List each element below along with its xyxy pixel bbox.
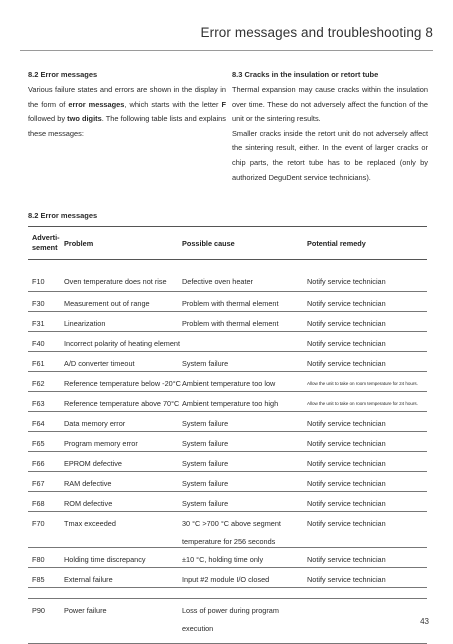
problem-cell: Reference temperature above 70°C (64, 399, 180, 408)
header-cause: Possible cause (182, 238, 235, 248)
remedy-cell: Allow the unit to take on room temperature for 24 hours. (307, 401, 418, 406)
error-table (28, 226, 427, 644)
remedy-cell: Notify service technician (307, 459, 386, 468)
problem-cell: RAM defective (64, 479, 112, 488)
cause-cell (182, 512, 307, 549)
error-code: F66 (32, 459, 45, 468)
remedy-cell: Notify service technician (307, 439, 386, 448)
table-row (28, 548, 427, 568)
problem-cell: Holding time discrepancy (64, 555, 146, 564)
table-header-row (28, 226, 427, 260)
error-code: F80 (32, 555, 45, 564)
cause-cell (182, 452, 307, 471)
table-row (28, 568, 427, 588)
cause-cell (182, 432, 307, 451)
remedy-cell: Notify service technician (307, 499, 386, 508)
table-row (28, 452, 427, 472)
problem-cell: A/D converter timeout (64, 359, 135, 368)
table-row (28, 312, 427, 332)
table-row (28, 260, 427, 292)
table-row (28, 332, 427, 352)
problem-cell: EPROM defective (64, 459, 122, 468)
remedy-cell: Notify service technician (307, 419, 386, 428)
header-remedy: Potential remedy (307, 238, 366, 248)
cause-line: System failure (182, 359, 229, 368)
remedy-cell: Notify service technician (307, 299, 386, 308)
page-number: 43 (420, 617, 429, 626)
section-heading-error-messages: 8.2 Error messages (28, 70, 98, 79)
remedy-cell: Notify service technician (307, 479, 386, 488)
intro-text-part: , which starts with the letter (124, 99, 222, 109)
cause-line: System failure (182, 479, 229, 488)
remedy-cell: Notify service technician (307, 575, 386, 584)
cause-line: Loss of power during program (182, 606, 279, 615)
table-heading: 8.2 Error messages (28, 211, 98, 220)
problem-cell: Linearization (64, 319, 106, 328)
cause-line: System failure (182, 459, 229, 468)
cause-line: System failure (182, 499, 229, 508)
header-problem: Problem (64, 238, 94, 248)
error-code: F68 (32, 499, 45, 508)
cause-line: Ambient temperature too high (182, 399, 279, 408)
intro-emphasis-letter: F (221, 99, 226, 109)
section-heading-cracks: 8.3 Cracks in the insulation or retort tube (232, 70, 379, 79)
error-code: F61 (32, 359, 45, 368)
table-row (28, 472, 427, 492)
problem-cell: Reference temperature below -20°C (64, 379, 181, 388)
problem-cell: External failure (64, 575, 113, 584)
error-code: F30 (32, 299, 45, 308)
remedy-cell: Allow the unit to take on room temperature for 24 hours. (307, 381, 418, 386)
intro-text-part: . The following table lists and explains these messages: (28, 114, 226, 138)
cause-line: temperature for 256 seconds (182, 537, 276, 546)
problem-cell: Power failure (64, 606, 107, 615)
section-intro-text (28, 83, 226, 141)
cause-line: System failure (182, 439, 229, 448)
problem-cell: Program memory error (64, 439, 138, 448)
table-row (28, 352, 427, 372)
cause-line: Input #2 module I/O closed (182, 575, 270, 584)
intro-text-part: followed by (28, 114, 68, 124)
problem-cell: ROM defective (64, 499, 113, 508)
cause-line: Ambient temperature too low (182, 379, 276, 388)
error-code: F65 (32, 439, 45, 448)
cause-cell (182, 372, 307, 391)
cause-cell (182, 492, 307, 511)
section-error-messages (28, 69, 226, 141)
intro-emphasis-error-messages: error messages (68, 99, 125, 109)
table-row (28, 412, 427, 432)
remedy-cell: Notify service technician (307, 339, 386, 348)
table-row (28, 598, 427, 644)
cause-cell (182, 352, 307, 371)
error-code: F31 (32, 319, 45, 328)
error-code: F62 (32, 379, 45, 388)
cause-cell (182, 568, 307, 587)
cause-line: System failure (182, 419, 229, 428)
header-advertisement-line: sement (32, 243, 58, 252)
table-row (28, 512, 427, 548)
error-code: P90 (32, 606, 45, 615)
error-code: F70 (32, 519, 45, 528)
table-row (28, 392, 427, 412)
cause-cell (182, 392, 307, 411)
header-divider (20, 50, 433, 51)
table-body (28, 260, 427, 644)
cause-cell (182, 472, 307, 491)
remedy-cell: Notify service technician (307, 555, 386, 564)
error-code: F64 (32, 419, 45, 428)
problem-cell: Measurement out of range (64, 299, 150, 308)
cracks-paragraph-2: Smaller cracks inside the retort unit do not adversely affect the sintering result, either. In the event of larger cracks or chip parts, the retort tube has to be replaced (only by authorized DeguDent service technicians). (232, 128, 428, 182)
cause-cell (182, 292, 307, 311)
error-code: F67 (32, 479, 45, 488)
cause-line: Problem with thermal element (182, 319, 279, 328)
header-advertisement (28, 233, 64, 253)
cause-cell (182, 599, 307, 636)
table-row (28, 432, 427, 452)
problem-cell: Oven temperature does not rise (64, 277, 167, 286)
intro-text-part: Various failure states and errors are shown in the display in the form of (28, 85, 226, 109)
cause-line: ±10 °C, holding time only (182, 555, 264, 564)
cause-cell (182, 312, 307, 331)
header-advertisement-line: Adverti- (32, 233, 60, 242)
section-cracks (232, 69, 428, 185)
error-code: F63 (32, 399, 45, 408)
error-code: F10 (32, 277, 45, 286)
error-code: F85 (32, 575, 45, 584)
cause-cell (182, 412, 307, 431)
cause-cell (182, 332, 307, 337)
remedy-cell (307, 599, 427, 604)
cause-cell (182, 548, 307, 567)
table-row (28, 292, 427, 312)
cause-line: 30 °C >700 °C above segment (182, 519, 281, 528)
page-header-title: Error messages and troubleshooting 8 (200, 25, 433, 40)
table-row (28, 492, 427, 512)
cause-line: execution (182, 624, 214, 633)
cause-line: Defective oven heater (182, 277, 253, 286)
cause-line: Problem with thermal element (182, 299, 279, 308)
problem-cell: Data memory error (64, 419, 126, 428)
cracks-paragraph-1: Thermal expansion may cause cracks within the insulation over time. These do not adversely affect the function of the unit or the sintering results. (232, 85, 428, 124)
cause-cell (182, 270, 307, 289)
intro-emphasis-two-digits: two digits (67, 114, 102, 124)
remedy-cell: Notify service technician (307, 277, 386, 286)
remedy-cell: Notify service technician (307, 359, 386, 368)
problem-cell: Tmax exceeded (64, 519, 116, 528)
remedy-cell: Notify service technician (307, 519, 386, 528)
remedy-cell: Notify service technician (307, 319, 386, 328)
table-row (28, 372, 427, 392)
error-code: F40 (32, 339, 45, 348)
problem-cell: Incorrect polarity of heating element (64, 339, 181, 348)
